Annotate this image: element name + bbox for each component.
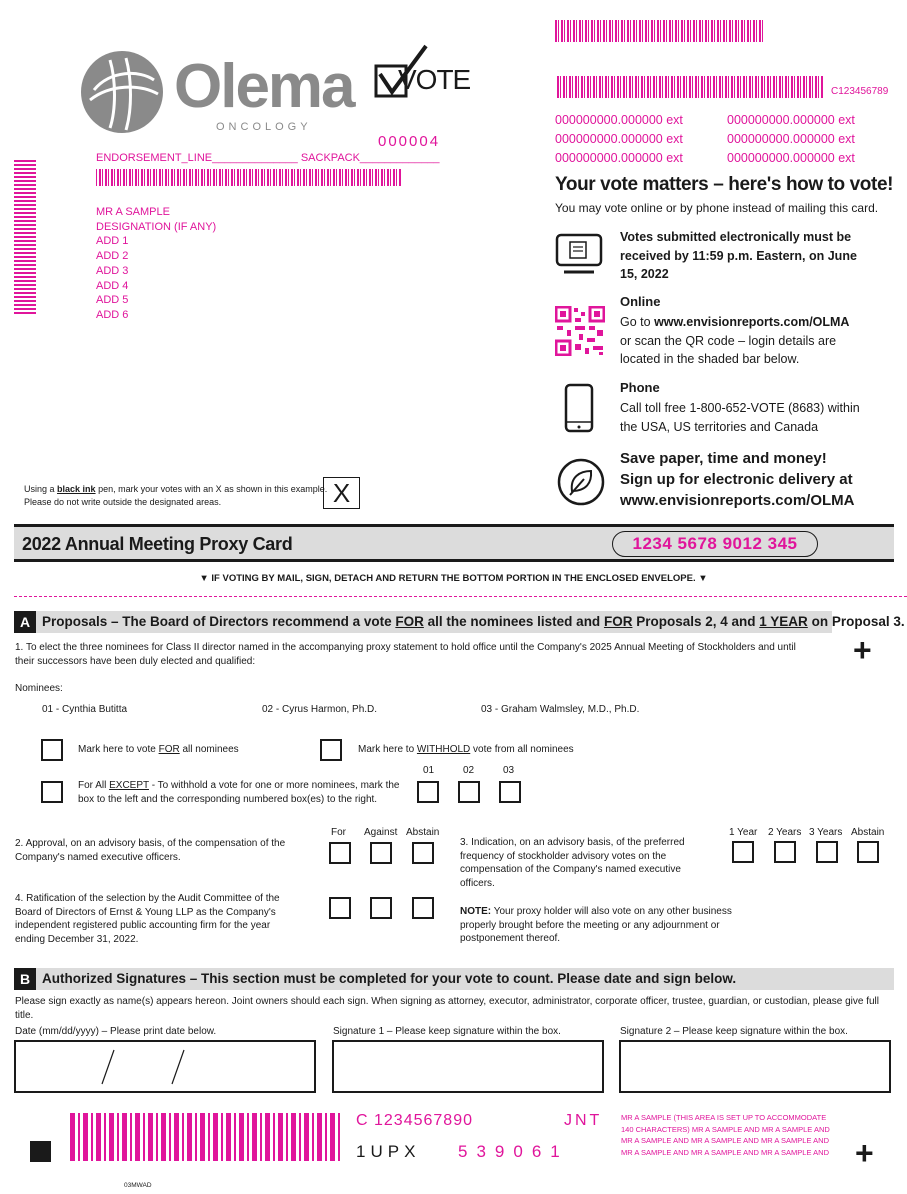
card-title-bar — [14, 524, 894, 562]
proposal-1-text: 1. To elect the three nominees for Class II director named in the accompanying proxy statement to hold office until the Company's 2025 Annual Meeting of Stockholders and until their successors have been duly elected and qualified: — [15, 642, 796, 667]
nominee-02-checkbox[interactable] — [458, 781, 480, 803]
vote-for-all-checkbox[interactable] — [41, 739, 63, 761]
nominee-number-01: 01 — [423, 765, 435, 776]
proposal-4-for-checkbox[interactable] — [329, 897, 351, 919]
sig1-label: Signature 1 – Please keep signature within the box. — [333, 1026, 561, 1037]
plus-icon: + — [855, 1135, 874, 1171]
address-line: DESIGNATION (IF ANY) — [96, 220, 217, 233]
col-2-years: 2 Years — [768, 827, 802, 838]
online-title: Online — [620, 294, 661, 309]
proposal-2-against-checkbox[interactable] — [370, 842, 392, 864]
nominee-01-checkbox[interactable] — [417, 781, 439, 803]
control-code: C123456789 — [831, 86, 889, 97]
control-barcode — [557, 76, 823, 98]
vote-logo — [374, 44, 471, 100]
section-a-bar — [14, 611, 905, 633]
address-line: ADD 6 — [96, 308, 129, 321]
card-code: 1234 5678 9012 345 — [612, 531, 818, 557]
proposal-3-1-year-checkbox[interactable] — [732, 841, 754, 863]
side-barcode — [14, 160, 36, 316]
proposal-3-2-years-checkbox[interactable] — [774, 841, 796, 863]
vote-for-all-label: Mark here to vote FOR all nominees — [78, 744, 239, 755]
proposal-3-text: 3. Indication, on an advisory basis, of the preferred frequency of stockholder advisory votes on the compensation of the Company's named executive officers. — [460, 837, 685, 889]
sig2-label: Signature 2 – Please keep signature within the box. — [620, 1026, 848, 1037]
endorsement-line: ENDORSEMENT_LINE______________ SACKPACK_____________ — [96, 152, 440, 164]
nominee-03-checkbox[interactable] — [499, 781, 521, 803]
proposal-4-abstain-checkbox[interactable] — [412, 897, 434, 919]
footer-code-c: C 1234567890 — [356, 1112, 473, 1129]
detach-instruction: ▼ IF VOTING BY MAIL, SIGN, DETACH AND RETURN THE BOTTOM PORTION IN THE ENCLOSED ENVELOPE. ▼ — [199, 573, 708, 584]
online-text: Go to www.envisionreports.com/OLMA or scan the QR code – login details are located in the shaded bar below. — [620, 315, 850, 366]
phone-text: Call toll free 1-800-652-VOTE (8683) within the USA, US territories and Canada — [620, 401, 860, 434]
footer-upx: 1UPX — [356, 1142, 421, 1161]
online-url[interactable]: www.envisionreports.com/OLMA — [654, 315, 850, 329]
address-line: ADD 5 — [96, 294, 129, 307]
phone-title: Phone — [620, 380, 660, 395]
ext-lines-left: 000000000.000000 ext 000000000.000000 ext 000000000.000000 ext — [555, 113, 683, 165]
footer-barcode — [70, 1113, 342, 1161]
note-text: NOTE: Your proxy holder will also vote on any other business properly brought before the meeting or any adjournment or postponement thereof. — [460, 906, 732, 944]
plus-icon: + — [853, 632, 872, 668]
olema-mark-icon — [80, 50, 164, 134]
registration-square — [30, 1141, 51, 1162]
section-b-letter: B — [14, 968, 36, 990]
e-delivery: Save paper, time and money! Sign up for electronic delivery at www.envisionreports.com/OLMA — [620, 450, 855, 509]
nominee-3: 03 - Graham Walmsley, M.D., Ph.D. — [481, 704, 640, 715]
card-title: 2022 Annual Meeting Proxy Card — [22, 534, 293, 554]
form-id: 03MWAD — [124, 1182, 152, 1189]
section-a-letter: A — [14, 611, 36, 633]
nominees-label: Nominees: — [15, 683, 63, 694]
electronic-deadline: Votes submitted electronically must be received by 11:59 p.m. Eastern, on June 15, 2022 — [620, 230, 857, 281]
postal-barcode — [96, 169, 402, 186]
vote-subheading: You may vote online or by phone instead of mailing this card. — [555, 201, 879, 215]
down-arrow-icon: ▼ — [698, 573, 708, 584]
vote-heading: Your vote matters – here's how to vote! — [555, 174, 894, 195]
vote-logo-text: VOTE — [398, 64, 471, 95]
proposal-4-text: 4. Ratification of the selection by the Audit Committee of the Board of Directors of Ernst & Young LLP as the Company's independent registered public accounting firm for the year ending December 31, 2022. — [15, 893, 280, 945]
nominee-number-03: 03 — [503, 765, 515, 776]
date-label: Date (mm/dd/yyyy) – Please print date below. — [15, 1026, 217, 1037]
for-all-except-checkbox[interactable] — [41, 781, 63, 803]
col-against: Against — [364, 827, 398, 838]
footer-name-block: MR A SAMPLE (THIS AREA IS SET UP TO ACCOMMODATE 140 CHARACTERS) MR A SAMPLE AND MR A SAMPLE AND MR A SAMPLE AND MR A SAMPLE AND MR A SAMPLE AND MR A SAMPLE AND MR A SAMPLE AND MR A SAMPLE AND — [621, 1113, 830, 1157]
address-line: MR A SAMPLE — [96, 206, 170, 218]
for-all-except-label: For All EXCEPT - To withhold a vote for one or more nominees, mark the box to the left and the corresponding numbered box(es) to the right. — [78, 780, 400, 805]
nominee-1: 01 - Cynthia Butitta — [42, 704, 128, 715]
sign-instructions: Please sign exactly as name(s) appears hereon. Joint owners should each sign. When signing as attorney, executor, administrator, corporate officer, trustee, guardian, or custodian, please give full title. — [15, 996, 879, 1021]
proposal-4-against-checkbox[interactable] — [370, 897, 392, 919]
mailing-address — [96, 205, 216, 323]
address-line: ADD 1 — [96, 235, 129, 248]
e-delivery-url[interactable]: www.envisionreports.com/OLMA — [620, 492, 855, 509]
address-line: ADD 4 — [96, 279, 129, 292]
address-line: ADD 3 — [96, 264, 129, 277]
col-for: For — [331, 827, 346, 838]
olema-wordmark: Olema — [174, 52, 354, 121]
phone-icon — [564, 383, 594, 433]
signature-2-field[interactable] — [619, 1040, 891, 1093]
signature-1-field[interactable] — [332, 1040, 604, 1093]
withhold-all-label: Mark here to WITHHOLD vote from all nominees — [358, 744, 574, 755]
olema-subtitle: ONCOLOGY — [216, 121, 312, 133]
olema-logo — [80, 50, 360, 140]
section-b-bar — [14, 968, 894, 990]
proposal-2-for-checkbox[interactable] — [329, 842, 351, 864]
section-b-title: Authorized Signatures – This section must be completed for your vote to count. Please date and sign below. — [42, 971, 737, 986]
sequence-number: 000004 — [378, 133, 441, 150]
down-arrow-icon: ▼ — [199, 573, 209, 584]
proposal-3-abstain-checkbox[interactable] — [857, 841, 879, 863]
nominee-2: 02 - Cyrus Harmon, Ph.D. — [262, 704, 378, 715]
col-freq-abstain: Abstain — [851, 827, 885, 838]
leaf-icon — [556, 457, 606, 507]
address-line: ADD 2 — [96, 250, 129, 263]
ext-lines-right: 000000000.000000 ext 000000000.000000 ext 000000000.000000 ext — [727, 113, 855, 165]
withhold-all-checkbox[interactable] — [320, 739, 342, 761]
col-1-year: 1 Year — [729, 827, 758, 838]
ink-instructions: Using a black ink pen, mark your votes with an X as shown in this example. Please do not write outside the designated areas. — [24, 484, 328, 507]
proposal-3-3-years-checkbox[interactable] — [816, 841, 838, 863]
footer-jnt: JNT — [564, 1112, 603, 1129]
section-a-title: Proposals – The Board of Directors recommend a vote FOR all the nominees listed and FOR Proposals 2, 4 and 1 YEAR on Proposal 3. — [42, 614, 905, 629]
col-3-years: 3 Years — [809, 827, 843, 838]
proposal-2-abstain-checkbox[interactable] — [412, 842, 434, 864]
perforation-line — [14, 596, 907, 597]
date-separators — [16, 1042, 316, 1092]
example-mark-box — [323, 477, 360, 509]
monitor-icon — [554, 232, 604, 276]
date-field[interactable] — [14, 1040, 316, 1093]
example-x: X — [332, 478, 351, 508]
proposal-2-text: 2. Approval, on an advisory basis, of the compensation of the Company's named executive officers. — [15, 838, 286, 863]
nominee-number-02: 02 — [463, 765, 475, 776]
col-abstain: Abstain — [406, 827, 440, 838]
top-barcode — [555, 20, 765, 42]
qr-code-icon[interactable] — [555, 306, 605, 356]
footer-number: 539061 — [458, 1142, 569, 1161]
